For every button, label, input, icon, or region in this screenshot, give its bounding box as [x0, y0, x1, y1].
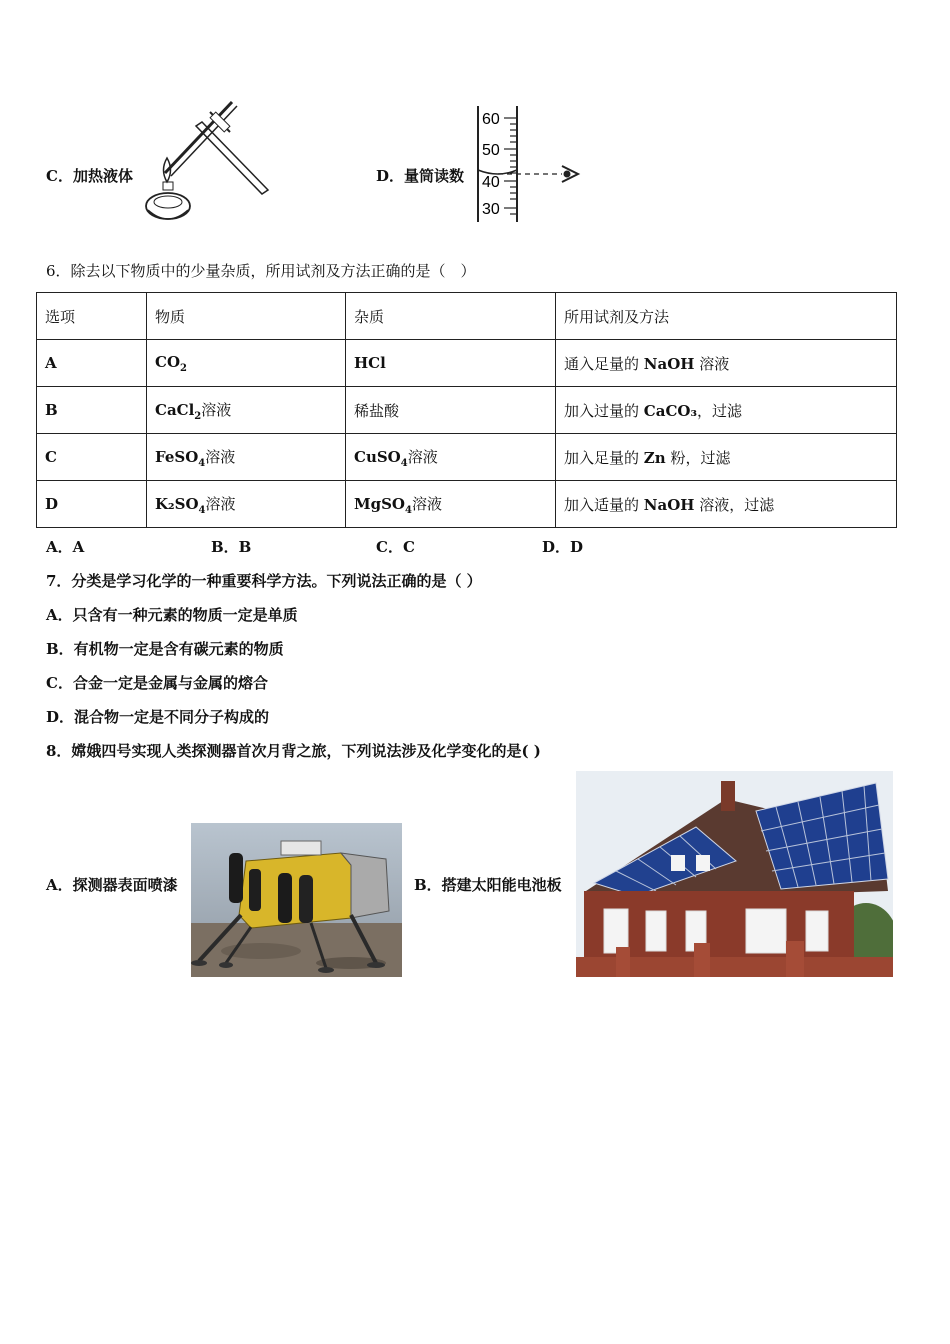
q7-option-b[interactable]: B．有机物一定是含有碳元素的物质	[46, 640, 284, 658]
q8-option-b[interactable]: B．搭建太阳能电池板	[414, 876, 562, 894]
row-option: A	[37, 340, 147, 387]
table-header-row	[37, 293, 897, 340]
solar-house-photo	[576, 771, 893, 977]
row-impurity: HCl	[346, 340, 556, 387]
row-impurity: CuSO$_4$溶液	[346, 434, 556, 481]
q5-option-c: C．加热液体	[46, 167, 133, 185]
row-substance: $K_2SO_4$溶液	[147, 481, 346, 528]
graduated-cylinder-illustration	[470, 104, 582, 224]
lunar-lander-photo	[191, 823, 402, 977]
answer-option-d[interactable]: D．D	[542, 538, 584, 556]
row-option: B	[37, 387, 147, 434]
row-substance: FeSO$_4$溶液	[147, 434, 346, 481]
table-row	[37, 481, 897, 528]
row-substance: $CO_2$	[147, 340, 346, 387]
row-impurity: 稀盐酸	[346, 387, 556, 434]
heating-liquid-illustration	[140, 98, 272, 228]
q7-stem: 7．分类是学习化学的一种重要科学方法。下列说法正确的是（ ）	[46, 572, 482, 590]
q8-option-a[interactable]: A．探测器表面喷漆	[46, 876, 178, 894]
row-method: 通入足量的 NaOH 溶液	[556, 340, 897, 387]
row-method: 加入足量的 Zn 粉，过滤	[556, 434, 897, 481]
row-option: C	[37, 434, 147, 481]
row-option: D	[37, 481, 147, 528]
table-row	[37, 387, 897, 434]
table-row	[37, 340, 897, 387]
eye-icon	[564, 171, 571, 178]
tick-label-30: 30	[482, 201, 500, 218]
row-substance: CaCl$_2$溶液	[147, 387, 346, 434]
answer-option-b[interactable]: B．B	[211, 538, 252, 556]
q6-table	[36, 292, 897, 528]
tick-label-60: 60	[482, 111, 500, 128]
answer-option-c[interactable]: C．C	[376, 538, 415, 556]
header-substance: 物质	[147, 293, 346, 340]
tick-label-40: 40	[482, 174, 500, 191]
header-option: 选项	[37, 293, 147, 340]
q8-stem: 8．嫦娥四号实现人类探测器首次月背之旅，下列说法涉及化学变化的是( )	[46, 742, 541, 760]
answer-option-a[interactable]: A．A	[46, 538, 85, 556]
q6-stem: 6．除去以下物质中的少量杂质，所用试剂及方法正确的是（ ）	[46, 262, 476, 280]
q6-answer-options	[0, 536, 950, 556]
q7-option-a[interactable]: A．只含有一种元素的物质一定是单质	[46, 606, 298, 624]
q7-option-c[interactable]: C．合金一定是金属与金属的熔合	[46, 674, 268, 692]
q7-option-d[interactable]: D．混合物一定是不同分子构成的	[46, 708, 270, 726]
table-row	[37, 434, 897, 481]
header-impurity: 杂质	[346, 293, 556, 340]
header-method: 所用试剂及方法	[556, 293, 897, 340]
row-method: 加入适量的 NaOH 溶液，过滤	[556, 481, 897, 528]
row-impurity: MgSO$_4$溶液	[346, 481, 556, 528]
row-method: 加入过量的 CaCO₃，过滤	[556, 387, 897, 434]
tick-label-50: 50	[482, 142, 500, 159]
q5-option-d: D．量筒读数	[376, 167, 465, 185]
